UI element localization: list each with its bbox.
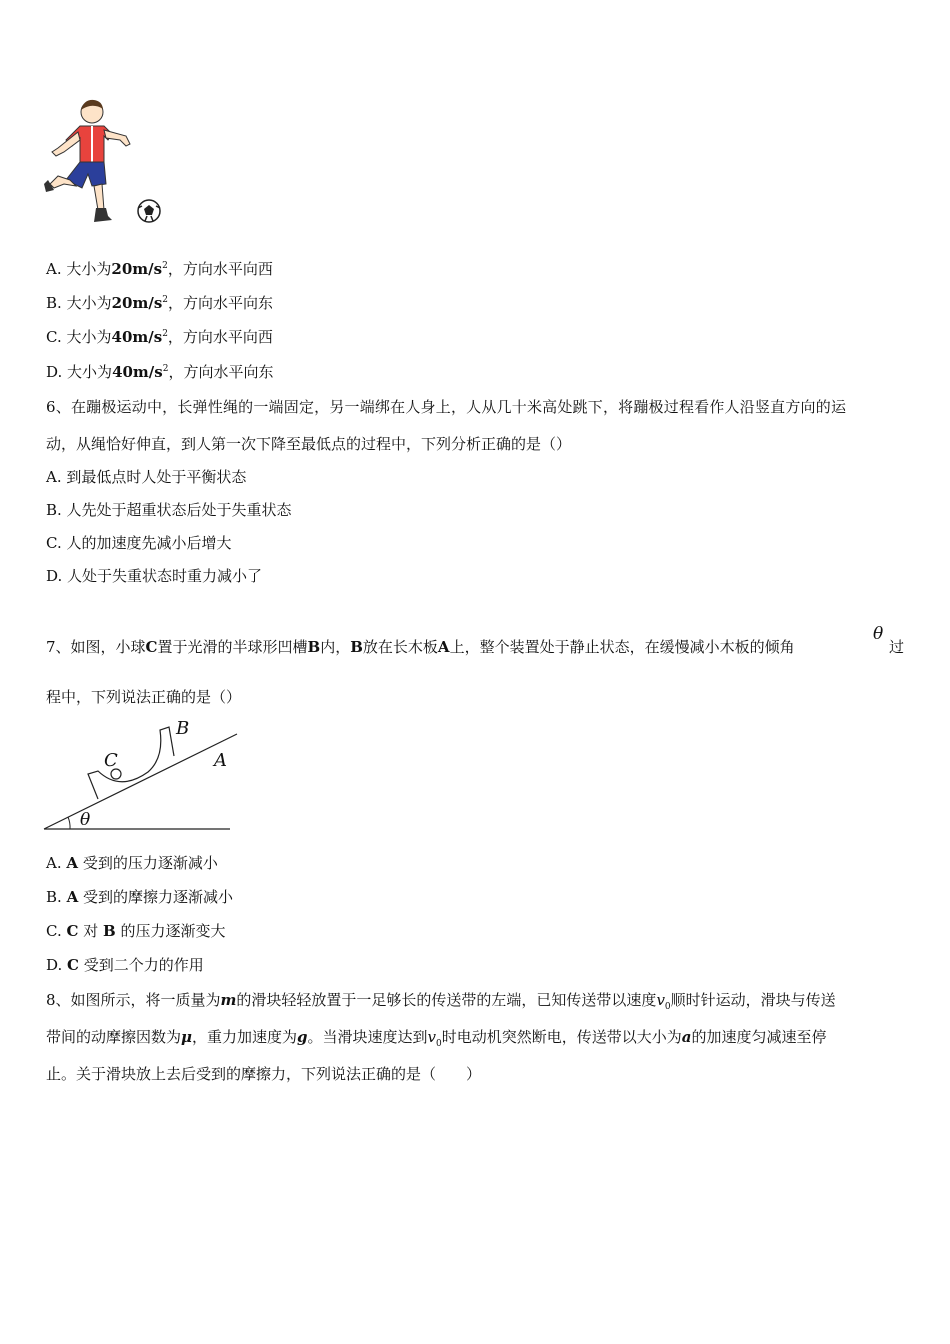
q7-option-a: A. A 受到的压力逐渐减小	[46, 854, 218, 872]
q7-option-c: C. C 对 B 的压力逐渐变大	[46, 922, 226, 940]
q6-stem-line1: 6、在蹦极运动中，长弹性绳的一端固定，另一端绑在人身上，人从几十米高处跳下，将蹦极过程看作人沿竖直方向的运	[46, 398, 847, 416]
q7-stem-line1-end: 过	[889, 638, 905, 656]
label-a: A	[214, 750, 227, 771]
q5-option-d: D. 大小为$40m/s^2$，方向水平向东	[46, 363, 274, 381]
soccer-player-figure	[42, 96, 167, 231]
q7-stem-line1: 7、如图，小球C置于光滑的半球形凹槽B内，B放在长木板A上，整个装置处于静止状态，在缓慢减小木板的倾角	[46, 638, 795, 656]
q7-stem-line2: 程中，下列说法正确的是（）	[46, 688, 242, 706]
board-a-line	[44, 734, 237, 829]
groove-b	[88, 727, 174, 799]
q8-stem-line3: 止。关于滑块放上去后受到的摩擦力，下列说法正确的是（ ）	[46, 1065, 482, 1083]
q6-option-a: A. 到最低点时人处于平衡状态	[46, 468, 247, 486]
q8-stem-line2: 带间的动摩擦因数为μ，重力加速度为g。当滑块速度达到$v_0$时电动机突然断电，传送带以大小为a的加速度匀减速至停	[46, 1028, 827, 1049]
q6-stem-line2: 动，从绳恰好伸直，到人第一次下降至最低点的过程中，下列分析正确的是（）	[46, 435, 572, 453]
q5-option-b: B. 大小为$20m/s^2$，方向水平向东	[46, 294, 274, 312]
label-theta: θ	[80, 810, 91, 830]
q7-option-b: B. A 受到的摩擦力逐渐减小	[46, 888, 234, 906]
q5-option-a: A. 大小为$20m/s^2$，方向水平向西	[46, 260, 273, 278]
q5-option-c: C. 大小为$40m/s^2$，方向水平向西	[46, 328, 273, 346]
q6-option-c: C. 人的加速度先减小后增大	[46, 534, 232, 552]
label-c: C	[104, 750, 118, 771]
q6-option-d: D. 人处于失重状态时重力减小了	[46, 567, 263, 585]
theta-symbol: θ	[873, 624, 884, 644]
q7-option-d: D. C 受到二个力的作用	[46, 956, 204, 974]
label-b: B	[176, 718, 190, 739]
q8-stem-line1: 8、如图所示，将一质量为m的滑块轻轻放置于一足够长的传送带的左端，已知传送带以速度$v_0$顺时针运动，滑块与传送	[46, 991, 836, 1012]
incline-diagram	[40, 712, 240, 836]
q6-option-b: B. 人先处于超重状态后处于失重状态	[46, 501, 292, 519]
